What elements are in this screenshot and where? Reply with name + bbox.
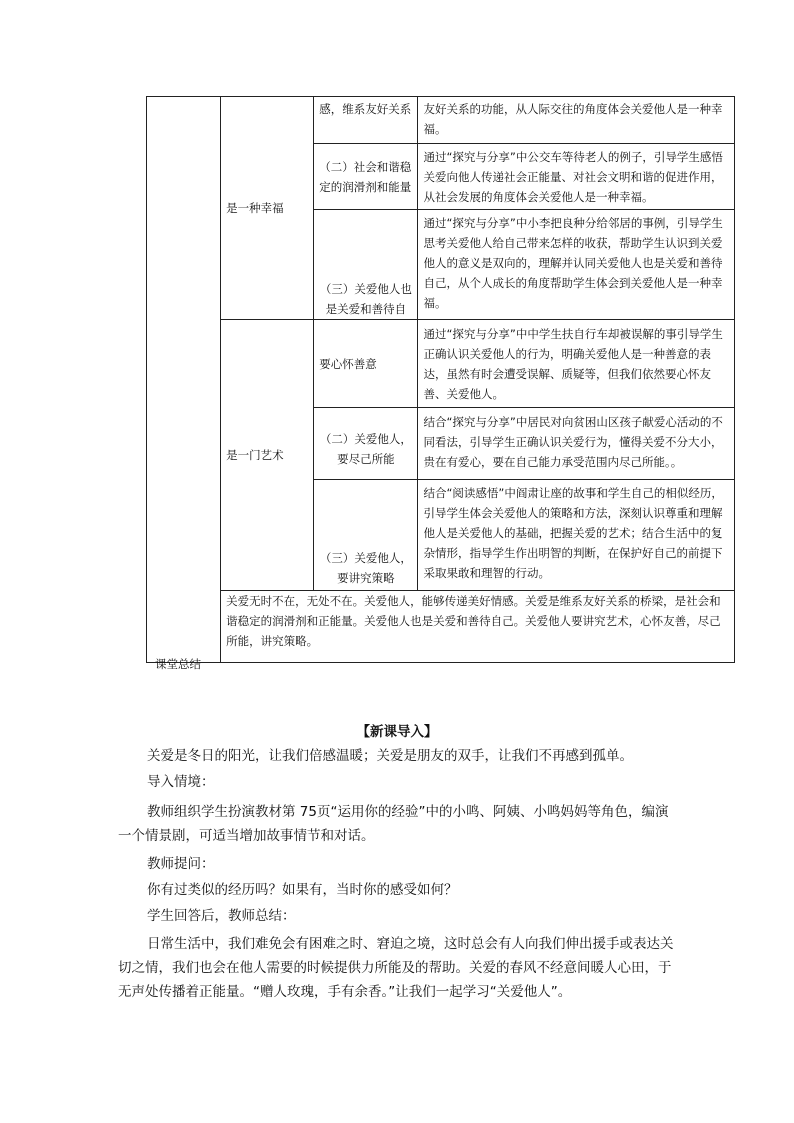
group-label-happiness: 是一种幸福 <box>221 97 314 320</box>
table-row-summary <box>147 591 735 663</box>
topic-cell: （二）社会和谐稳定的润滑剂和能量 <box>314 144 418 210</box>
topic-cell: （三）关爱他人，要讲究策略 <box>314 480 418 591</box>
paragraph: 导入情境： <box>147 774 215 790</box>
topic-cell: （二）关爱他人，要尽己所能 <box>314 408 418 480</box>
paragraph: 教师提问： <box>147 856 215 872</box>
paragraph: 关爱是冬日的阳光，让我们倍感温暖；关爱是朋友的双手，让我们不再感到孤单。 <box>147 748 633 764</box>
summary-text: 关爱无时不在，无处不在。关爱他人，能够传递美好情感。关爱是维系友好关系的桥梁，是社会和谐稳定的润滑剂和正能量。关爱他人也是关爱和善待自己。关爱他人要讲究艺术，心怀友善，尽己所能，讲究策略。 <box>221 591 735 663</box>
description-cell: 通过“探究与分享”中小李把良种分给邻居的事例，引导学生思考关爱他人给自己带来怎样的收获，帮助学生认识到关爱他人的意义是双向的，理解并认同关爱他人也是关爱和善待自己，从个人成长的角度帮助学生体会到关爱他人是一种幸福。 <box>418 210 735 320</box>
paragraph: 你有过类似的经历吗？如果有，当时你的感受如何？ <box>147 882 458 898</box>
topic-cell: 感，维系友好关系 <box>314 97 418 144</box>
paragraph: 日常生活中，我们难免会有困难之时、窘迫之境，这时总会有人向我们伸出援手或表达关切之情，我们也会在他人需要的时候提供力所能及的帮助。关爱的春风不经意间暖人心田，于无声处传播着正能量。“赠人玫瑰，手有余香。”让我们一起学习“关爱他人”。 <box>118 936 674 1000</box>
lesson-plan-table <box>146 96 735 663</box>
table-row <box>147 97 735 144</box>
description-cell: 通过“探究与分享”中中学生扶自行车却被误解的事引导学生正确认识关爱他人的行为，明确关爱他人是一种善意的表达，虽然有时会遭受误解、质疑等，但我们依然要心怀友善、关爱他人。 <box>418 320 735 408</box>
description-cell: 友好关系的功能，从人际交往的角度体会关爱他人是一种幸福。 <box>418 97 735 144</box>
summary-label: 课堂总结 <box>155 657 201 671</box>
group-label-art: 是一门艺术 <box>221 320 314 591</box>
table-cell-blank <box>147 97 221 663</box>
topic-cell: （三）关爱他人也是关爱和善待自 <box>314 210 418 320</box>
paragraph: 教师组织学生扮演教材第 75页“运用你的经验”中的小鸣、阿姨、小鸣妈妈等角色，编演一个情景剧，可适当增加故事情节和对话。 <box>118 804 669 844</box>
description-cell: 结合“探究与分享”中居民对向贫困山区孩子献爱心活动的不同看法，引导学生正确认识关爱行为，懂得关爱不分大小，贵在有爱心，要在自己能力承受范围内尽己所能。。 <box>418 408 735 480</box>
section-title: 【新课导入】 <box>356 724 438 740</box>
table-row <box>147 320 735 408</box>
description-cell: 通过“探究与分享”中公交车等待老人的例子，引导学生感悟关爱向他人传递社会正能量、对社会文明和谐的促进作用，从社会发展的角度体会关爱他人是一种幸福。 <box>418 144 735 210</box>
topic-cell: 要心怀善意 <box>314 320 418 408</box>
paragraph: 学生回答后，教师总结： <box>147 908 296 924</box>
description-cell: 结合“阅读感悟”中阎肃让座的故事和学生自己的相似经历，引导学生体会关爱他人的策略和方法，深刻认识尊重和理解他人是关爱他人的基础，把握关爱的艺术；结合生活中的复杂情形，指导学生作出明智的判断，在保护好自己的前提下采取果敢和理智的行动。 <box>418 480 735 591</box>
